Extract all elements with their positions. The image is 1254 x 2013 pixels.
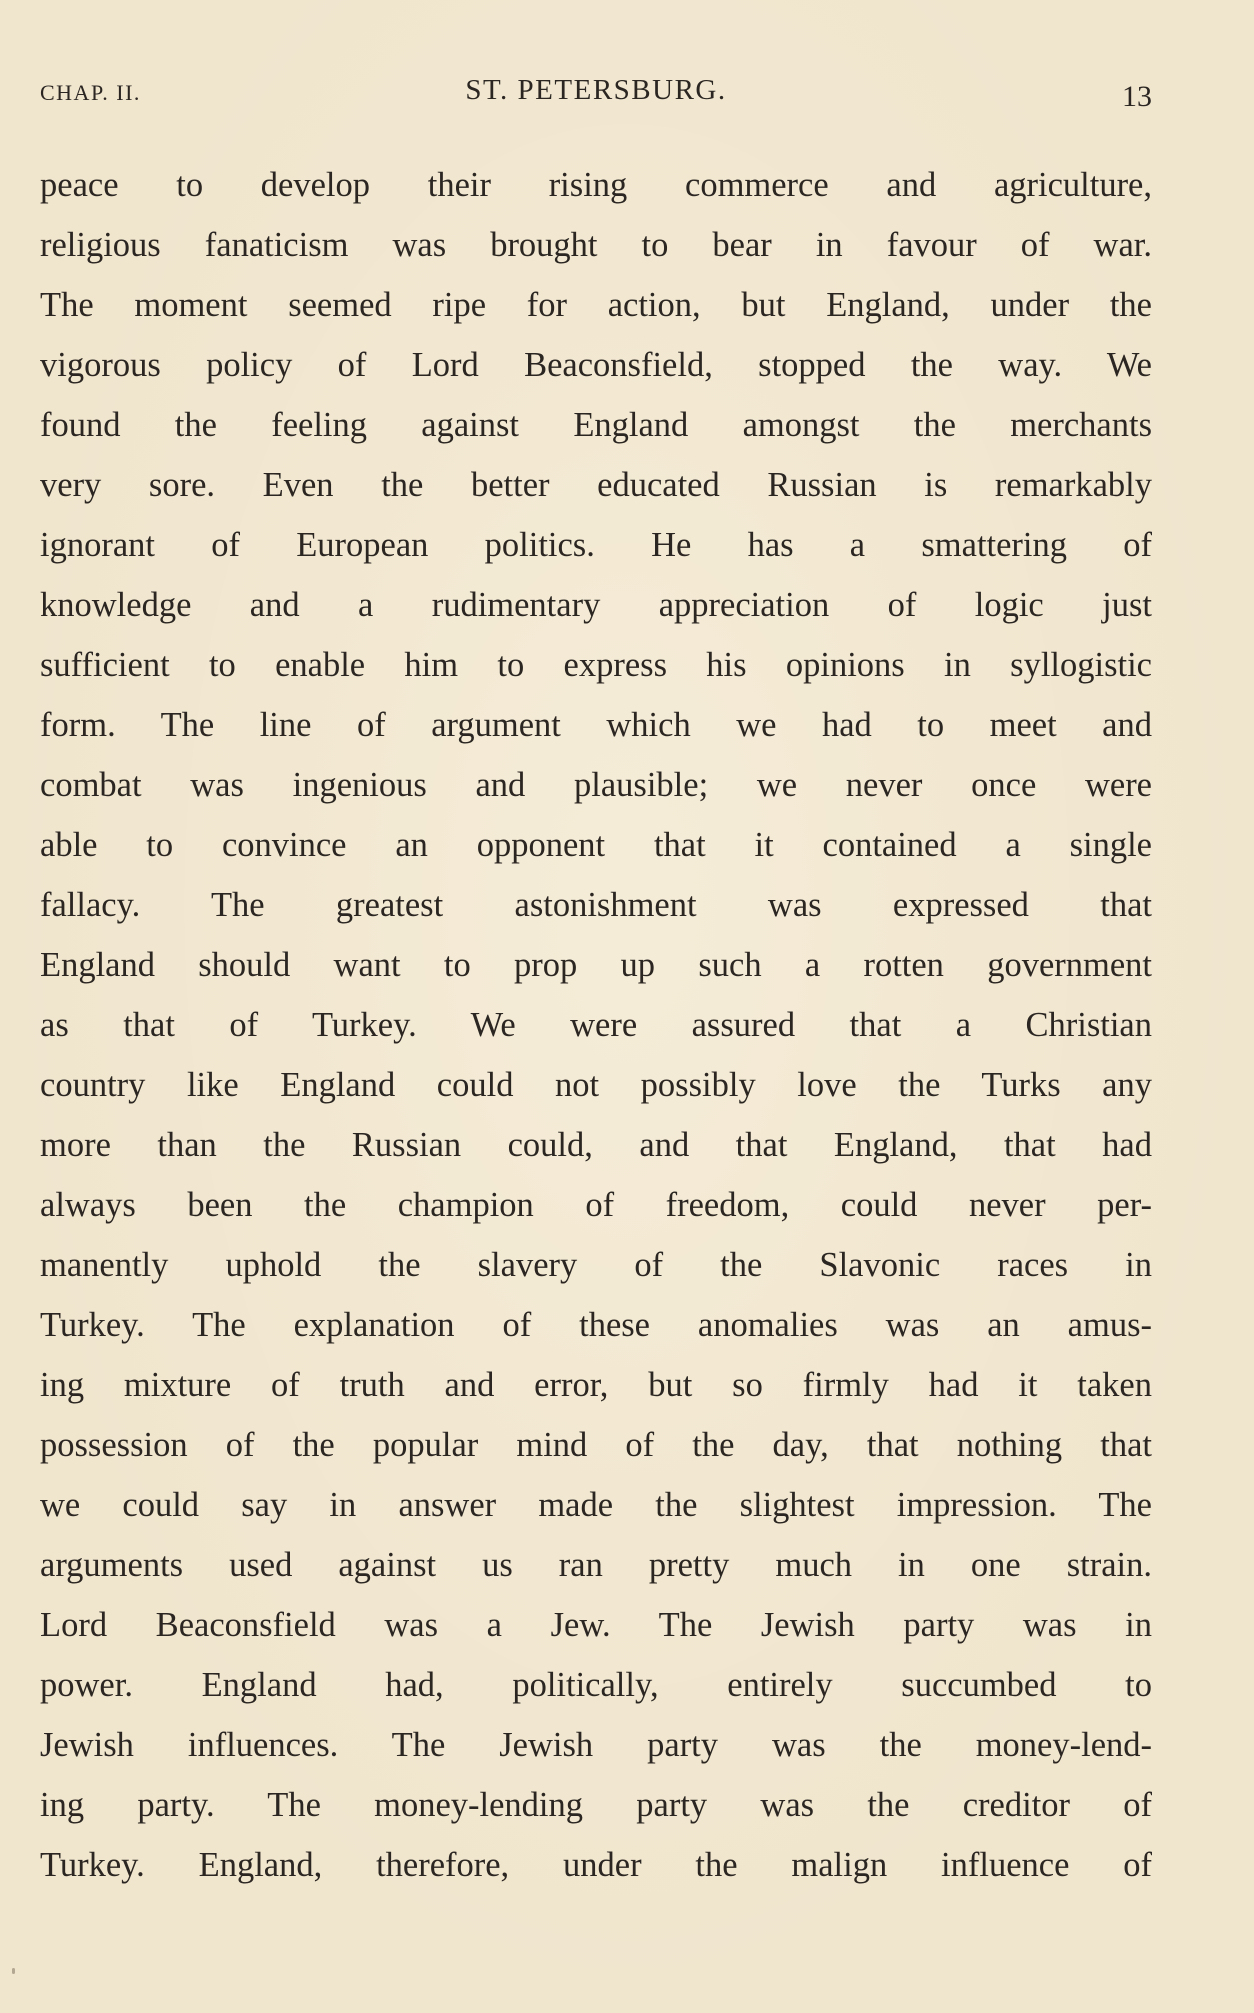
text-line: always been the champion of freedom, could never per- [40,1186,1152,1224]
body-text [40,155,1152,1895]
text-line: form. The line of argument which we had to meet and [40,706,1152,744]
text-line: very sore. Even the better educated Russian is remarkably [40,466,1152,504]
text-line: Jewish influences. The Jewish party was the money-lend- [40,1726,1152,1764]
text-line: vigorous policy of Lord Beaconsfield, stopped the way. We [40,346,1152,384]
text-line: England should want to prop up such a rotten government [40,946,1152,984]
text-line: able to convince an opponent that it contained a single [40,826,1152,864]
text-line: knowledge and a rudimentary appreciation of logic just [40,586,1152,624]
text-line: country like England could not possibly love the Turks any [40,1066,1152,1104]
text-line: as that of Turkey. We were assured that a Christian [40,1006,1152,1044]
text-line: ing mixture of truth and error, but so firmly had it taken [40,1366,1152,1404]
text-line: The moment seemed ripe for action, but England, under the [40,286,1152,324]
text-line: Lord Beaconsfield was a Jew. The Jewish party was in [40,1606,1152,1644]
paper-blemish [12,1968,15,1974]
text-line: found the feeling against England amongst the merchants [40,406,1152,444]
text-line: sufficient to enable him to express his opinions in syllogistic [40,646,1152,684]
text-line: manently uphold the slavery of the Slavonic races in [40,1246,1152,1284]
running-head [40,72,1152,112]
text-line: ing party. The money-lending party was the creditor of [40,1786,1152,1824]
text-line: more than the Russian could, and that England, that had [40,1126,1152,1164]
text-line: religious fanaticism was brought to bear in favour of war. [40,226,1152,264]
text-line: Turkey. The explanation of these anomalies was an amus- [40,1306,1152,1344]
text-line: Turkey. England, therefore, under the malign influence of [40,1846,1152,1884]
text-line: peace to develop their rising commerce and agriculture, [40,166,1152,204]
page-number: 13 [1122,80,1152,113]
text-line: ignorant of European politics. He has a smattering of [40,526,1152,564]
text-line: possession of the popular mind of the day, that nothing that [40,1426,1152,1464]
text-line: power. England had, politically, entirely succumbed to [40,1666,1152,1704]
text-line: we could say in answer made the slightest impression. The [40,1486,1152,1524]
chapter-label: CHAP. II. [40,80,141,105]
text-line: combat was ingenious and plausible; we never once were [40,766,1152,804]
running-title: ST. PETERSBURG. [465,74,727,106]
text-line: fallacy. The greatest astonishment was expressed that [40,886,1152,924]
text-line: arguments used against us ran pretty much in one strain. [40,1546,1152,1584]
